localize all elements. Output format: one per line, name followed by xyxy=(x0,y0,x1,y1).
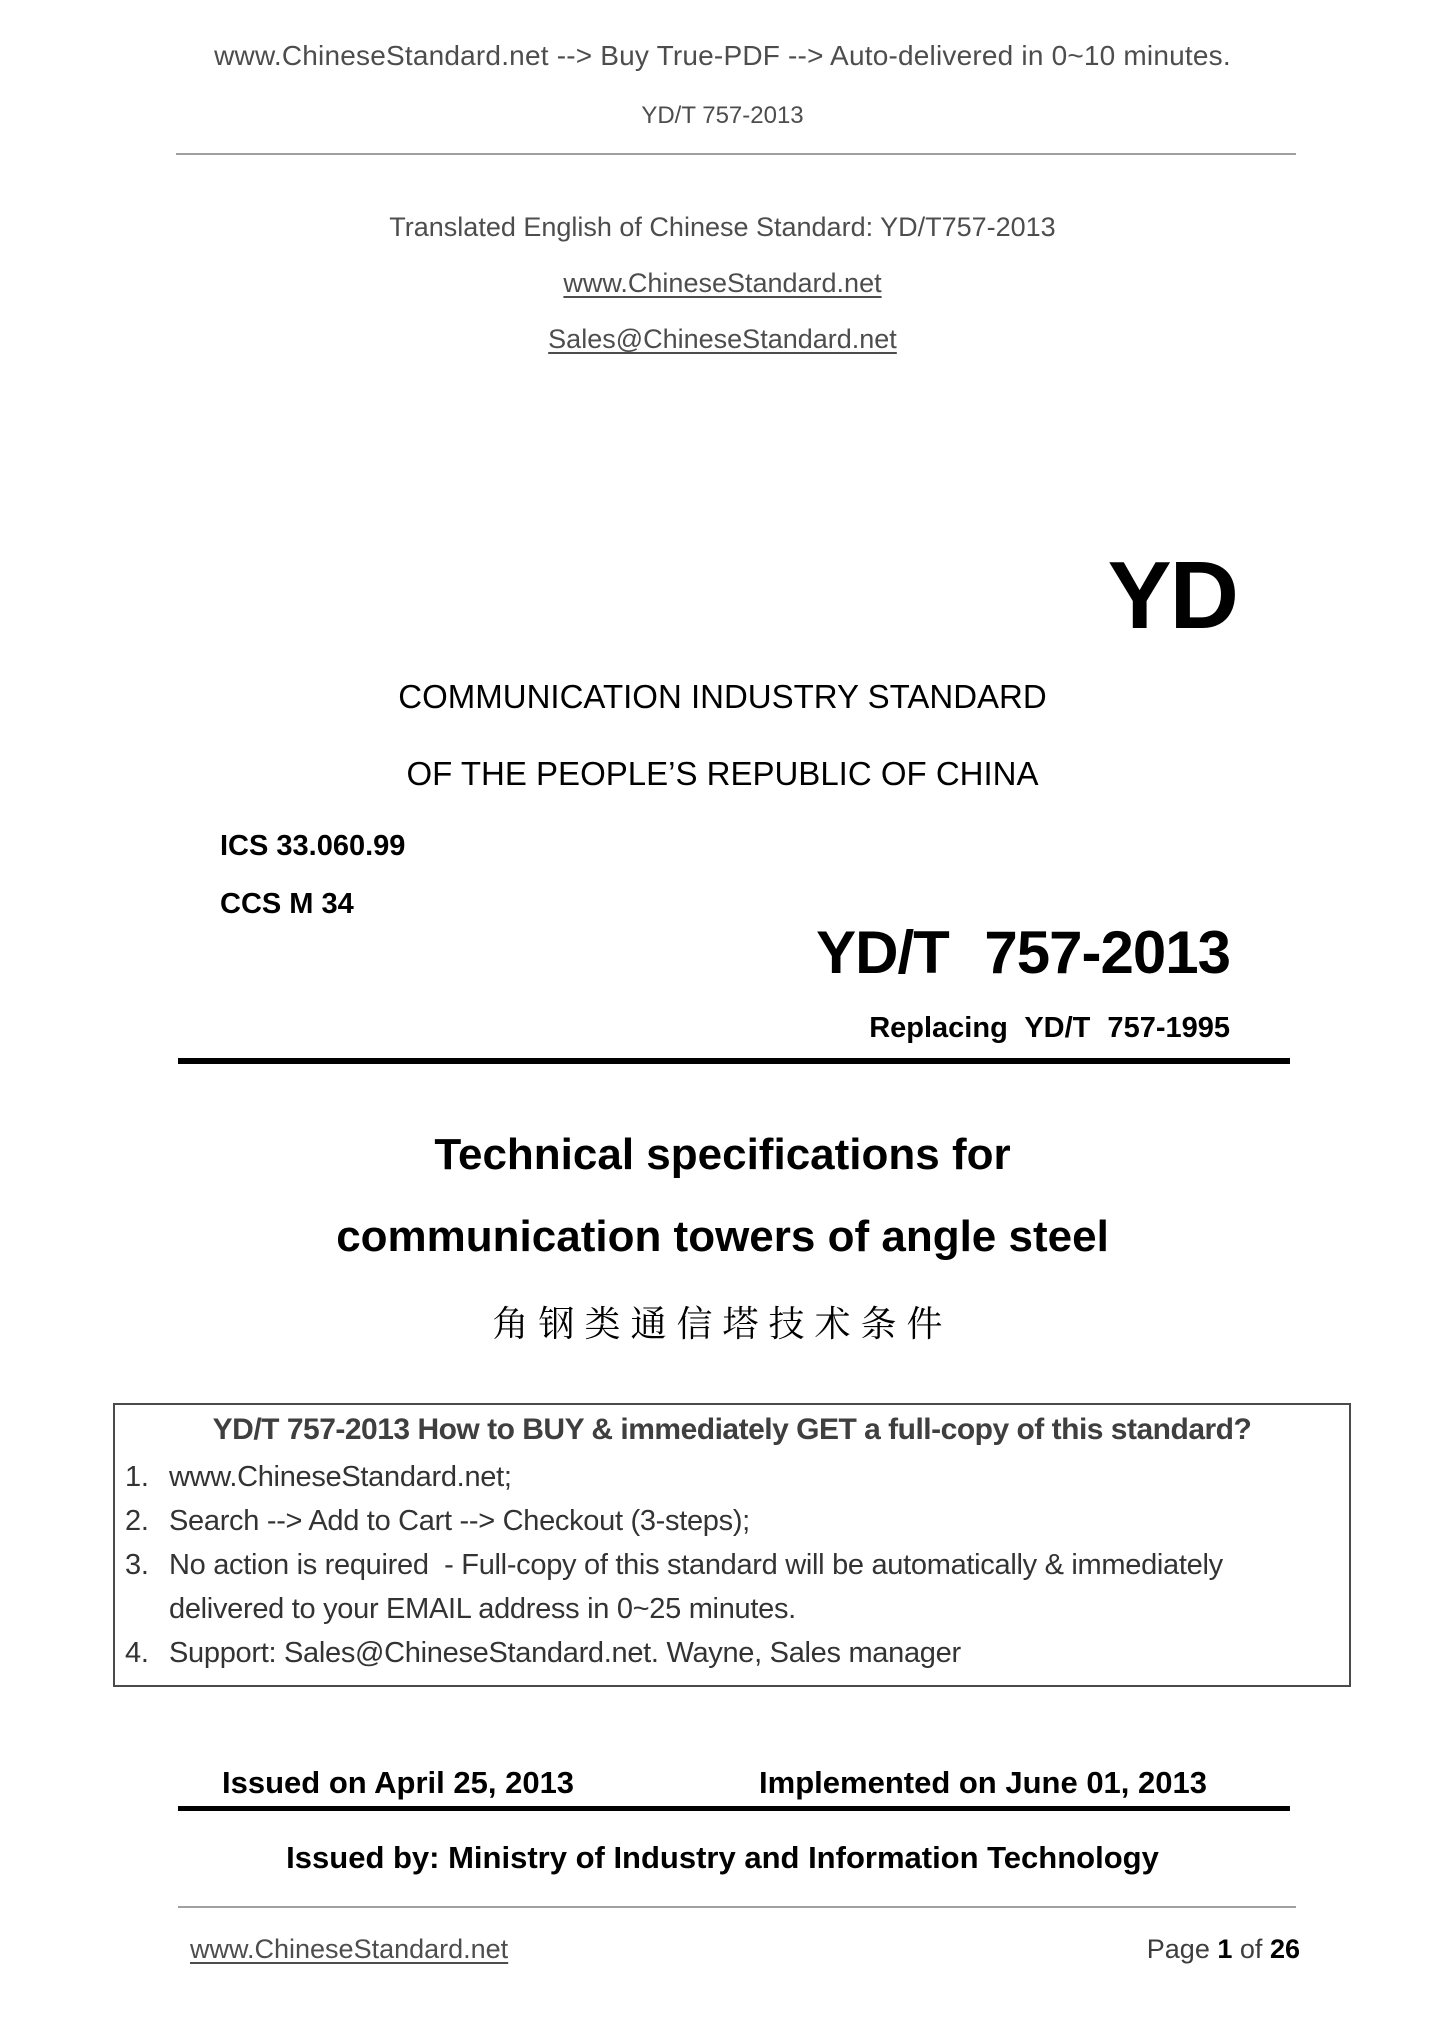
email-link-text[interactable]: Sales@ChineseStandard.net xyxy=(548,324,897,354)
email-link[interactable] xyxy=(0,324,1445,355)
buy-step-1 xyxy=(123,1455,1341,1499)
footer-site-link[interactable]: www.ChineseStandard.net xyxy=(190,1934,509,1964)
standard-code: YD/T 757-2013 xyxy=(816,919,1230,986)
site-link[interactable] xyxy=(0,268,1445,299)
org-name-line1: COMMUNICATION INDUSTRY STANDARD xyxy=(398,678,1047,715)
buy-box-heading: YD/T 757-2013 How to BUY & immediately GET a full-copy of this standard? xyxy=(212,1413,1252,1446)
header-banner: www.ChineseStandard.net --> Buy True-PDF --> Auto-delivered in 0~10 minutes. xyxy=(214,40,1231,71)
yd-logo: YD xyxy=(1107,542,1237,649)
buy-step-2-number: 2. xyxy=(125,1505,149,1538)
header-divider xyxy=(176,153,1296,155)
page-current: 1 xyxy=(1217,1934,1233,1964)
page-total: 26 xyxy=(1269,1934,1300,1964)
title-block-divider xyxy=(178,1058,1290,1064)
replacing-note: Replacing YD/T 757-1995 xyxy=(869,1012,1230,1044)
ics-code: ICS 33.060.99 xyxy=(220,830,406,862)
footer xyxy=(190,1934,1300,1965)
site-link-text[interactable]: www.ChineseStandard.net xyxy=(563,268,882,298)
buy-step-3-text: No action is required - Full-copy of this standard will be automatically & immediately delivered to your EMAIL address in 0~25 minutes. xyxy=(169,1549,1231,1626)
translated-title: Translated English of Chinese Standard: YD/T757-2013 xyxy=(389,212,1056,242)
buy-step-4-text: Support: Sales@ChineseStandard.net. Wayne, Sales manager xyxy=(169,1637,961,1670)
doc-title-line2: communication towers of angle steel xyxy=(336,1212,1109,1261)
page-number xyxy=(1147,1934,1300,1965)
buy-step-4-number: 4. xyxy=(125,1637,149,1670)
doc-title-chinese: 角钢类通信塔技术条件 xyxy=(492,1304,953,1344)
header-doc-code: YD/T 757-2013 xyxy=(641,102,804,129)
dates-row xyxy=(222,1765,1207,1801)
implemented-date: Implemented on June 01, 2013 xyxy=(759,1765,1207,1800)
buy-step-4 xyxy=(123,1631,1341,1675)
buy-step-2 xyxy=(123,1499,1341,1543)
buy-step-3 xyxy=(123,1543,1341,1631)
buy-info-box xyxy=(113,1403,1351,1687)
ccs-code: CCS M 34 xyxy=(220,888,354,920)
buy-step-1-text: www.ChineseStandard.net; xyxy=(169,1461,512,1493)
dates-divider xyxy=(178,1806,1290,1811)
footer-divider xyxy=(178,1906,1296,1908)
issued-by: Issued by: Ministry of Industry and Information Technology xyxy=(286,1840,1159,1875)
buy-step-2-text: Search --> Add to Cart --> Checkout (3-steps); xyxy=(169,1505,750,1538)
doc-title-line1: Technical specifications for xyxy=(434,1130,1011,1179)
of-label: of xyxy=(1239,1934,1263,1964)
org-name-line2: OF THE PEOPLE’S REPUBLIC OF CHINA xyxy=(406,755,1039,792)
page-label: Page xyxy=(1146,1934,1210,1964)
buy-step-3-number: 3. xyxy=(125,1549,149,1582)
issued-date: Issued on April 25, 2013 xyxy=(222,1765,575,1800)
buy-step-1-number: 1. xyxy=(125,1461,149,1493)
